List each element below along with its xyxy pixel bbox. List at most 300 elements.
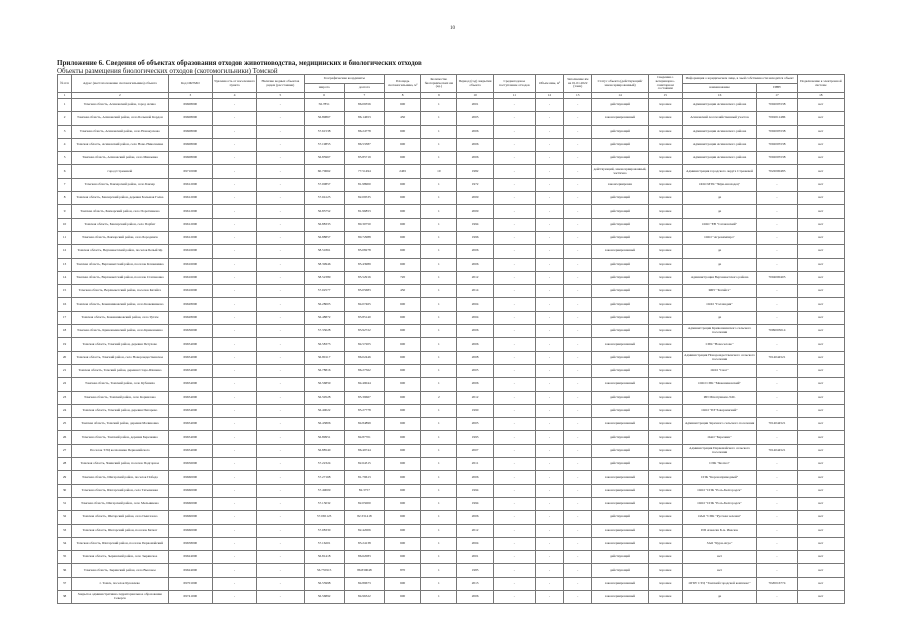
longitude-cell: 85.05683 (344, 285, 384, 298)
intake-cell: - (493, 125, 535, 138)
column-number-cell: 7 (344, 93, 384, 99)
table-row (58, 444, 845, 457)
oktmo-cell: 69636000 (168, 325, 212, 338)
owner-cell: Администрация Новорождественского сельского поселения (682, 351, 756, 364)
row-number: 33 (58, 524, 72, 537)
latitude-cell: 57.00857 (304, 178, 344, 191)
area-cell: 600 (385, 338, 421, 351)
year-cell: 2005 (457, 112, 493, 125)
oktmo-cell: 69628000 (168, 311, 212, 324)
system-cell: нет (797, 271, 844, 284)
row-number: 8 (58, 192, 72, 205)
table-row (58, 524, 845, 537)
pits-cell: 1 (421, 458, 457, 471)
system-cell: нет (797, 590, 844, 603)
address-cell: Закрытое административно-территориальное образование Северск (72, 590, 169, 603)
volume-cell: - (535, 245, 563, 258)
address-cell: Томская область, Шегарский район, село Мельниково (72, 497, 169, 510)
latitude-cell: 57.065123 (304, 511, 344, 524)
system-cell: нет (797, 138, 844, 151)
inn-cell: - (757, 524, 797, 537)
intake-cell: - (493, 431, 535, 444)
status-cell: действующий (592, 205, 648, 218)
latitude-cell: 57.22324 (304, 458, 344, 471)
year-cell: 1994 (457, 218, 493, 231)
distance-cell: - (212, 471, 256, 484)
area-cell: 600 (385, 125, 421, 138)
status-cell: действующий (592, 258, 648, 271)
system-cell: нет (797, 511, 844, 524)
distance-cell: - (212, 564, 256, 577)
address-cell: Томская область, Бакчарский район, деревня Большая Галка (72, 192, 169, 205)
year-cell: 2001 (457, 551, 493, 564)
area-cell: 600 (385, 444, 421, 457)
water-cell: - (257, 418, 304, 431)
volume-cell: - (535, 152, 563, 165)
year-cell: 1972 (457, 178, 493, 191)
distance-cell: - (212, 338, 256, 351)
oktmo-cell: 69612000 (168, 205, 212, 218)
row-number: 34 (58, 537, 72, 550)
fill-cell: - (564, 138, 592, 151)
sanitary-cell: хорошее (648, 112, 682, 125)
area-cell: 600 (385, 431, 421, 444)
table-row (58, 551, 845, 564)
row-number: 24 (58, 404, 72, 417)
table-row (58, 431, 845, 444)
sanitary-cell: хорошее (648, 152, 682, 165)
column-number-cell: 2 (72, 93, 169, 99)
oktmo-cell: 69654000 (168, 444, 212, 457)
address-cell: Томская область, Томский район, село Корнилово (72, 391, 169, 404)
oktmo-cell: 69612000 (168, 192, 212, 205)
oktmo-cell: 69608000 (168, 112, 212, 125)
inn-cell: - (757, 404, 797, 417)
year-cell: 2006 (457, 511, 493, 524)
intake-cell: - (493, 325, 535, 338)
volume-cell: - (535, 271, 563, 284)
system-cell: нет (797, 577, 844, 590)
volume-cell: - (535, 564, 563, 577)
header-pits: Количество биотермических ям (ед.) (421, 75, 457, 93)
table-row (58, 218, 845, 231)
pits-cell: 1 (421, 311, 457, 324)
area-cell: 600 (385, 364, 421, 377)
water-cell: - (257, 577, 304, 590)
distance-cell: - (212, 391, 256, 404)
fill-cell: - (564, 325, 592, 338)
volume-cell: - (535, 99, 563, 112)
distance-cell: - (212, 178, 256, 191)
intake-cell: - (493, 99, 535, 112)
volume-cell: - (535, 351, 563, 364)
address-cell: Томская область, Бакчарский район, село Бакчар (72, 178, 169, 191)
intake-cell: - (493, 258, 535, 271)
row-number: 32 (58, 511, 72, 524)
row-number: 38 (58, 590, 72, 603)
row-number: 4 (58, 138, 72, 151)
inn-cell: - (757, 391, 797, 404)
oktmo-cell: 69660000 (168, 511, 212, 524)
owner-cell: ООО "ЕВ "Сахновский" (682, 218, 756, 231)
address-cell: Томская область, Зырянский район, село Высокое (72, 564, 169, 577)
area-cell: 600 (385, 298, 421, 311)
intake-cell: - (493, 537, 535, 550)
address-cell: Томская область, Асиновский район, село Минаевка (72, 152, 169, 165)
owner-cell: да (682, 258, 756, 271)
longitude-cell: 84.96322 (344, 590, 384, 603)
area-cell: 720 (385, 271, 421, 284)
area-cell: 600 (385, 590, 421, 603)
owner-cell: Администрация Асиновского района (682, 125, 756, 138)
header-address: Адрес (местоположение скотомогильника) объекта (72, 75, 169, 93)
latitude-cell: 57.02577 (304, 285, 344, 298)
address-cell: Томская область, Томский район, село Кубаниха (72, 378, 169, 391)
water-cell: - (257, 458, 304, 471)
volume-cell: - (535, 258, 563, 271)
owner-cell: ООО СПК "Межениновский" (682, 378, 756, 391)
oktmo-cell: 69616000 (168, 258, 212, 271)
sanitary-cell: хорошее (648, 218, 682, 231)
longitude-cell: 82.05000 (344, 497, 384, 510)
latitude-cell: 56.28005 (304, 298, 344, 311)
table-row (58, 205, 845, 218)
system-cell: нет (797, 351, 844, 364)
status-cell: действующий (592, 231, 648, 244)
longitude-cell: 81.98900 (344, 178, 384, 191)
oktmo-cell: 69660000 (168, 497, 212, 510)
water-cell: - (257, 112, 304, 125)
owner-cell: Асиновский лесохозяйственный участок (682, 112, 756, 125)
oktmo-cell: 69654000 (168, 404, 212, 417)
oktmo-cell: 69654000 (168, 364, 212, 377)
intake-cell: - (493, 590, 535, 603)
latitude-cell: 56.40022 (304, 404, 344, 417)
table-row (58, 298, 845, 311)
volume-cell: - (535, 431, 563, 444)
latitude-cell: 57.19855 (304, 138, 344, 151)
address-cell: Томская область, Кожевниковский район, село Кожевниково (72, 298, 169, 311)
water-cell: - (257, 165, 304, 178)
status-cell: действующий (592, 271, 648, 284)
year-cell: 2011 (457, 458, 493, 471)
system-cell: нет (797, 325, 844, 338)
address-cell: Томская область, Верхнекетский район, поселок Клюквинка (72, 258, 169, 271)
oktmo-cell: 69616000 (168, 271, 212, 284)
latitude-cell: 56.755915 (304, 564, 344, 577)
owner-cell: Администрация Асиновского района (682, 99, 756, 112)
owner-cell: СПК "Колхоз" (682, 458, 756, 471)
oktmo-cell: 69660000 (168, 524, 212, 537)
volume-cell: - (535, 338, 563, 351)
system-cell: нет (797, 178, 844, 191)
distance-cell: - (212, 590, 256, 603)
year-cell: 2006 (457, 138, 493, 151)
system-cell: нет (797, 231, 844, 244)
oktmo-cell: 69656000 (168, 458, 212, 471)
table-row (58, 391, 845, 404)
water-cell: - (257, 152, 304, 165)
fill-cell: - (564, 231, 592, 244)
longitude-cell: 82.64315 (344, 458, 384, 471)
column-number-cell: 18 (797, 93, 844, 99)
pits-cell: 1 (421, 484, 457, 497)
volume-cell: - (535, 125, 563, 138)
fill-cell: - (564, 471, 592, 484)
column-number-cell: 14 (592, 93, 648, 99)
status-cell: действующий (592, 431, 648, 444)
inn-cell: - (757, 431, 797, 444)
table-row (58, 258, 845, 271)
water-cell: - (257, 258, 304, 271)
area-cell: 2465 (385, 165, 421, 178)
table-row (58, 471, 845, 484)
fill-cell: - (564, 112, 592, 125)
distance-cell: - (212, 298, 256, 311)
year-cell: 2005 (457, 364, 493, 377)
sanitary-cell: хорошее (648, 431, 682, 444)
row-number: 23 (58, 391, 72, 404)
address-cell: Томская область, Томский район, деревня Березкино (72, 431, 169, 444)
year-cell: 2006 (457, 152, 493, 165)
fill-cell: - (564, 524, 592, 537)
oktmo-cell: 69608000 (168, 152, 212, 165)
oktmo-cell: 69612000 (168, 231, 212, 244)
status-cell: действующий (592, 192, 648, 205)
fill-cell: - (564, 378, 592, 391)
intake-cell: - (493, 404, 535, 417)
header-owner: Информация о юридическом лице, в чьей собственности находится объект (682, 75, 797, 84)
inn-cell: - (757, 471, 797, 484)
pits-cell: 1 (421, 511, 457, 524)
longitude-cell: 85.27778 (344, 404, 384, 417)
pits-cell: 1 (421, 99, 457, 112)
row-number: 31 (58, 497, 72, 510)
status-cell: действующий, законсервированный, частично (592, 165, 648, 178)
distance-cell: - (212, 511, 256, 524)
sanitary-cell: хорошее (648, 231, 682, 244)
pits-cell: 1 (421, 378, 457, 391)
distance-cell: - (212, 271, 256, 284)
fill-cell: - (564, 497, 592, 510)
sanitary-cell: хорошее (648, 471, 682, 484)
water-cell: - (257, 497, 304, 510)
inn-cell: - (757, 231, 797, 244)
pits-cell: 1 (421, 551, 457, 564)
area-cell: 600 (385, 404, 421, 417)
area-cell: 600 (385, 311, 421, 324)
water-cell: - (257, 378, 304, 391)
pits-cell: 1 (421, 178, 457, 191)
status-cell: действующий (592, 458, 648, 471)
fill-cell: - (564, 192, 592, 205)
header-status: Статус объекта (действующий/законсервированный) (592, 75, 648, 93)
year-cell: 1994 (457, 484, 493, 497)
volume-cell: - (535, 391, 563, 404)
longitude-cell: 86.02446 (344, 351, 384, 364)
inn-cell: - (757, 564, 797, 577)
sanitary-cell: хорошее (648, 258, 682, 271)
system-cell: нет (797, 418, 844, 431)
volume-cell: - (535, 138, 563, 151)
inn-cell: 7009003014 (757, 325, 797, 338)
year-cell: 2001 (457, 99, 493, 112)
row-number: 7 (58, 178, 72, 191)
row-number: 20 (58, 351, 72, 364)
oktmo-cell: 69654000 (168, 391, 212, 404)
pits-cell: 1 (421, 338, 457, 351)
water-cell: - (257, 511, 304, 524)
table-row (58, 351, 845, 364)
pits-cell: 1 (421, 245, 457, 258)
year-cell: 2008 (457, 351, 493, 364)
table-row (58, 577, 845, 590)
area-cell: 450 (385, 285, 421, 298)
status-cell: действующий (592, 285, 648, 298)
status-cell: действующий (592, 351, 648, 364)
volume-cell: - (535, 364, 563, 377)
address-cell: г. Томск, поселок Кузовлево (72, 577, 169, 590)
longitude-cell: 86.53387 (344, 138, 384, 151)
oktmo-cell: 69654000 (168, 351, 212, 364)
water-cell: - (257, 231, 304, 244)
volume-cell: - (535, 311, 563, 324)
table-header (58, 75, 845, 99)
latitude-cell: 56.55998 (304, 577, 344, 590)
table-body (58, 99, 845, 604)
longitude-cell: 83.24138 (344, 537, 384, 550)
table-row (58, 192, 845, 205)
system-cell: нет (797, 497, 844, 510)
inn-cell: - (757, 338, 797, 351)
latitude-cell: 57.33028 (304, 325, 344, 338)
inn-cell: 7002011486 (757, 112, 797, 125)
area-cell: 600 (385, 152, 421, 165)
table-row (58, 338, 845, 351)
intake-cell: - (493, 152, 535, 165)
volume-cell: - (535, 444, 563, 457)
column-number-cell: 8 (385, 93, 421, 99)
intake-cell: - (493, 338, 535, 351)
sanitary-cell: хорошее (648, 484, 682, 497)
table-row (58, 364, 845, 377)
system-cell: нет (797, 192, 844, 205)
row-number: 26 (58, 431, 72, 444)
longitude-cell: 86.14653 (344, 112, 384, 125)
longitude-cell: 81.96853 (344, 205, 384, 218)
address-cell: Томская область, Чаинский район, поселок Подгорное (72, 458, 169, 471)
longitude-cell: 83.92722 (344, 325, 384, 338)
latitude-cell: 56.78816 (304, 364, 344, 377)
column-number-cell: 13 (564, 93, 592, 99)
system-cell: нет (797, 165, 844, 178)
inn-cell: - (757, 218, 797, 231)
inn-cell: 7002005538 (757, 152, 797, 165)
water-cell: - (257, 551, 304, 564)
water-cell: - (257, 271, 304, 284)
oktmo-cell: 69624000 (168, 551, 212, 564)
sanitary-cell: хорошее (648, 404, 682, 417)
owner-cell: да (682, 205, 756, 218)
pits-cell: 1 (421, 590, 457, 603)
header-lat: широта (304, 84, 344, 93)
fill-cell: - (564, 271, 592, 284)
pits-cell: 1 (421, 364, 457, 377)
column-number-cell: 5 (257, 93, 304, 99)
year-cell: 2004 (457, 298, 493, 311)
system-cell: нет (797, 99, 844, 112)
area-cell: 600 (385, 245, 421, 258)
longitude-cell: 80.72988 (344, 231, 384, 244)
system-cell: нет (797, 378, 844, 391)
owner-cell: ООО "ПЗ"Заварзинский" (682, 404, 756, 417)
area-cell: 450 (385, 112, 421, 125)
owner-cell: Администрация городского округа Стрежевой (682, 165, 756, 178)
table-row (58, 311, 845, 324)
row-number: 5 (58, 152, 72, 165)
address-cell: Томская область, Шегарский район, поселок Победа (72, 471, 169, 484)
intake-cell: - (493, 192, 535, 205)
sanitary-cell: хорошее (648, 125, 682, 138)
intake-cell: - (493, 378, 535, 391)
volume-cell: - (535, 178, 563, 191)
oktmo-cell: 69608000 (168, 138, 212, 151)
longitude-cell: 86.49744 (344, 444, 384, 457)
status-cell: действующий (592, 564, 648, 577)
sanitary-cell: хорошее (648, 99, 682, 112)
water-cell: - (257, 564, 304, 577)
water-cell: - (257, 311, 304, 324)
inn-cell: - (757, 378, 797, 391)
intake-cell: - (493, 231, 535, 244)
longitude-cell: 86.24778 (344, 125, 384, 138)
pits-cell: 1 (421, 125, 457, 138)
status-cell: действующий (592, 138, 648, 151)
area-cell: 600 (385, 551, 421, 564)
header-year: Период (год) закрытия объекта (457, 75, 493, 93)
owner-cell: да (682, 245, 756, 258)
longitude-cell: 84.84899 (344, 418, 384, 431)
volume-cell: - (535, 285, 563, 298)
water-cell: - (257, 245, 304, 258)
status-cell: действующий (592, 391, 648, 404)
year-cell: 1982 (457, 165, 493, 178)
area-cell: 600 (385, 391, 421, 404)
longitude-cell: 86.62083 (344, 551, 384, 564)
address-cell: Томская область, Бакчарский район, село Бородинск (72, 231, 169, 244)
system-cell: нет (797, 205, 844, 218)
oktmo-cell: 69608000 (168, 125, 212, 138)
inn-cell: 7014044521 (757, 444, 797, 457)
header-volume: Объем ямы, м³ (535, 75, 563, 93)
table-row (58, 537, 845, 550)
owner-cell: да (682, 192, 756, 205)
header-system: Подключение к электронной системе (797, 75, 844, 93)
address-cell: Томская область, Асиновский район, село Новокусково (72, 125, 169, 138)
water-cell: - (257, 404, 304, 417)
header-fill: Заполнение ям на 01.01.2022 (тонн) (564, 75, 592, 93)
sanitary-cell: хорошее (648, 524, 682, 537)
address-cell: Томская область, Шегарский район, поселок Первомайский (72, 537, 169, 550)
status-cell: действующий (592, 125, 648, 138)
status-cell: законсервированный (592, 338, 648, 351)
table-row (58, 458, 845, 471)
address-cell: Томская область, Кожевниковский район, село Уртам (72, 311, 169, 324)
oktmo-cell: 69658000 (168, 537, 212, 550)
intake-cell: - (493, 351, 535, 364)
pits-cell: 1 (421, 431, 457, 444)
year-cell: 2004 (457, 537, 493, 550)
